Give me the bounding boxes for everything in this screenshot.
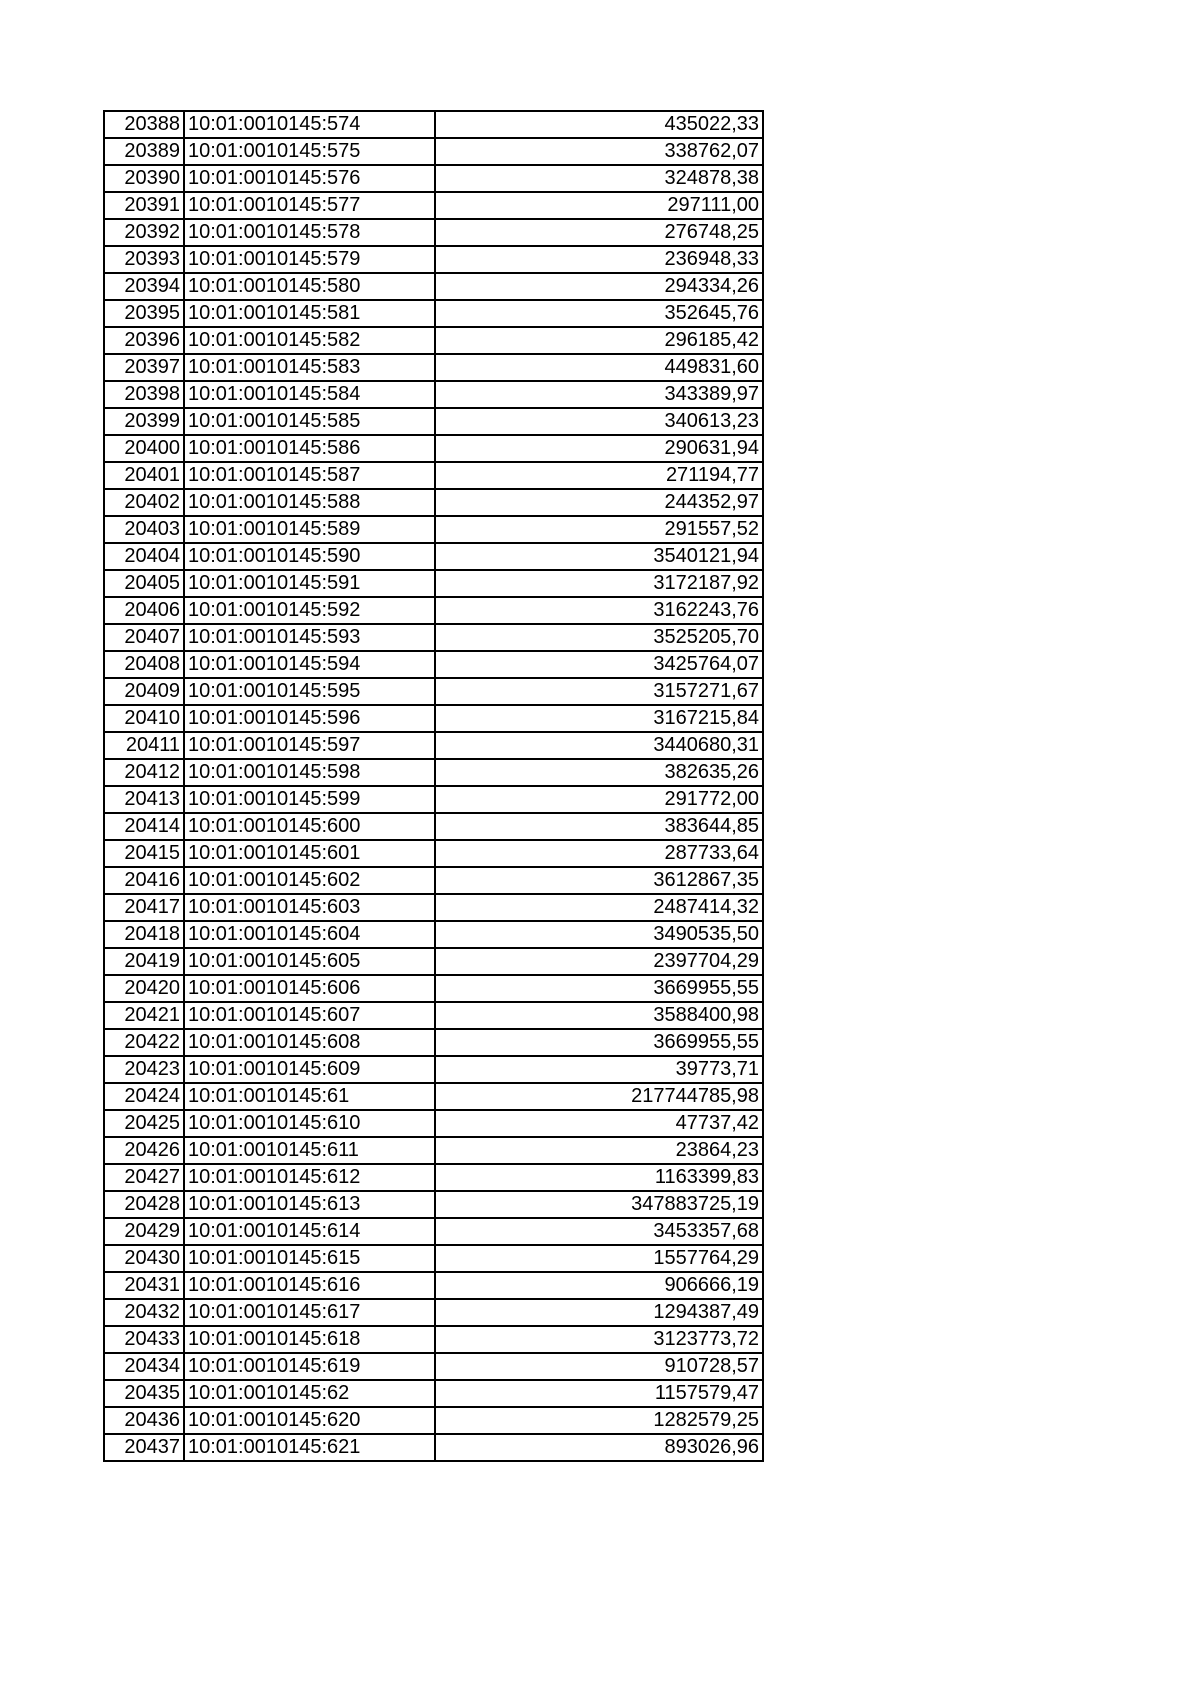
cadastral-number-cell: 10:01:0010145:610 [184, 1110, 435, 1137]
value-cell: 2487414,32 [435, 894, 763, 921]
cadastral-number-cell: 10:01:0010145:613 [184, 1191, 435, 1218]
row-number-cell: 20401 [104, 462, 184, 489]
table-row [104, 948, 763, 975]
table-row [104, 1164, 763, 1191]
value-cell: 296185,42 [435, 327, 763, 354]
cadastral-number-cell: 10:01:0010145:600 [184, 813, 435, 840]
cadastral-number-cell: 10:01:0010145:574 [184, 111, 435, 138]
row-number-cell: 20413 [104, 786, 184, 813]
value-cell: 324878,38 [435, 165, 763, 192]
cadastral-number-cell: 10:01:0010145:580 [184, 273, 435, 300]
row-number-cell: 20430 [104, 1245, 184, 1272]
value-cell: 347883725,19 [435, 1191, 763, 1218]
table-row [104, 1245, 763, 1272]
table-row [104, 435, 763, 462]
table-row [104, 759, 763, 786]
cadastral-number-cell: 10:01:0010145:596 [184, 705, 435, 732]
table-row [104, 813, 763, 840]
cadastral-number-cell: 10:01:0010145:591 [184, 570, 435, 597]
table-row [104, 462, 763, 489]
row-number-cell: 20418 [104, 921, 184, 948]
cadastral-number-cell: 10:01:0010145:593 [184, 624, 435, 651]
value-cell: 3162243,76 [435, 597, 763, 624]
cadastral-number-cell: 10:01:0010145:582 [184, 327, 435, 354]
cadastral-number-cell: 10:01:0010145:608 [184, 1029, 435, 1056]
row-number-cell: 20388 [104, 111, 184, 138]
row-number-cell: 20395 [104, 300, 184, 327]
cadastral-number-cell: 10:01:0010145:606 [184, 975, 435, 1002]
cadastral-number-cell: 10:01:0010145:601 [184, 840, 435, 867]
row-number-cell: 20409 [104, 678, 184, 705]
cadastral-number-cell: 10:01:0010145:605 [184, 948, 435, 975]
cadastral-number-cell: 10:01:0010145:618 [184, 1326, 435, 1353]
value-cell: 236948,33 [435, 246, 763, 273]
value-cell: 3123773,72 [435, 1326, 763, 1353]
cadastral-number-cell: 10:01:0010145:594 [184, 651, 435, 678]
table-row [104, 111, 763, 138]
cadastral-number-cell: 10:01:0010145:576 [184, 165, 435, 192]
value-cell: 3425764,07 [435, 651, 763, 678]
row-number-cell: 20407 [104, 624, 184, 651]
cadastral-number-cell: 10:01:0010145:616 [184, 1272, 435, 1299]
cadastral-number-cell: 10:01:0010145:598 [184, 759, 435, 786]
value-cell: 290631,94 [435, 435, 763, 462]
table-row [104, 840, 763, 867]
value-cell: 244352,97 [435, 489, 763, 516]
value-cell: 906666,19 [435, 1272, 763, 1299]
row-number-cell: 20423 [104, 1056, 184, 1083]
row-number-cell: 20421 [104, 1002, 184, 1029]
row-number-cell: 20435 [104, 1380, 184, 1407]
row-number-cell: 20419 [104, 948, 184, 975]
value-cell: 338762,07 [435, 138, 763, 165]
row-number-cell: 20434 [104, 1353, 184, 1380]
value-cell: 3453357,68 [435, 1218, 763, 1245]
value-cell: 1163399,83 [435, 1164, 763, 1191]
cadastral-number-cell: 10:01:0010145:589 [184, 516, 435, 543]
value-cell: 3669955,55 [435, 1029, 763, 1056]
cadastral-number-cell: 10:01:0010145:588 [184, 489, 435, 516]
table-row [104, 1137, 763, 1164]
table-row [104, 273, 763, 300]
row-number-cell: 20437 [104, 1434, 184, 1461]
row-number-cell: 20400 [104, 435, 184, 462]
row-number-cell: 20411 [104, 732, 184, 759]
cadastral-number-cell: 10:01:0010145:597 [184, 732, 435, 759]
table-row [104, 1272, 763, 1299]
row-number-cell: 20432 [104, 1299, 184, 1326]
table-body [104, 111, 763, 1461]
row-number-cell: 20424 [104, 1083, 184, 1110]
value-cell: 294334,26 [435, 273, 763, 300]
cadastral-number-cell: 10:01:0010145:586 [184, 435, 435, 462]
table-row [104, 1110, 763, 1137]
row-number-cell: 20427 [104, 1164, 184, 1191]
row-number-cell: 20425 [104, 1110, 184, 1137]
table-row [104, 1191, 763, 1218]
cadastral-number-cell: 10:01:0010145:611 [184, 1137, 435, 1164]
row-number-cell: 20402 [104, 489, 184, 516]
row-number-cell: 20426 [104, 1137, 184, 1164]
value-cell: 39773,71 [435, 1056, 763, 1083]
row-number-cell: 20414 [104, 813, 184, 840]
cadastral-number-cell: 10:01:0010145:590 [184, 543, 435, 570]
row-number-cell: 20416 [104, 867, 184, 894]
value-cell: 3525205,70 [435, 624, 763, 651]
row-number-cell: 20436 [104, 1407, 184, 1434]
table-row [104, 975, 763, 1002]
value-cell: 287733,64 [435, 840, 763, 867]
row-number-cell: 20393 [104, 246, 184, 273]
value-cell: 1282579,25 [435, 1407, 763, 1434]
table-row [104, 138, 763, 165]
cadastral-number-cell: 10:01:0010145:609 [184, 1056, 435, 1083]
row-number-cell: 20408 [104, 651, 184, 678]
table-row [104, 921, 763, 948]
table-row [104, 678, 763, 705]
table-row [104, 624, 763, 651]
row-number-cell: 20398 [104, 381, 184, 408]
value-cell: 23864,23 [435, 1137, 763, 1164]
cadastral-number-cell: 10:01:0010145:61 [184, 1083, 435, 1110]
row-number-cell: 20433 [104, 1326, 184, 1353]
cadastral-number-cell: 10:01:0010145:575 [184, 138, 435, 165]
cadastral-number-cell: 10:01:0010145:577 [184, 192, 435, 219]
cadastral-number-cell: 10:01:0010145:612 [184, 1164, 435, 1191]
table-row [104, 165, 763, 192]
cadastral-number-cell: 10:01:0010145:62 [184, 1380, 435, 1407]
value-cell: 3157271,67 [435, 678, 763, 705]
table-row [104, 354, 763, 381]
value-cell: 3490535,50 [435, 921, 763, 948]
table-row [104, 1434, 763, 1461]
table-row [104, 894, 763, 921]
row-number-cell: 20405 [104, 570, 184, 597]
cadastral-number-cell: 10:01:0010145:620 [184, 1407, 435, 1434]
value-cell: 271194,77 [435, 462, 763, 489]
cadastral-number-cell: 10:01:0010145:603 [184, 894, 435, 921]
value-cell: 352645,76 [435, 300, 763, 327]
table-row [104, 219, 763, 246]
row-number-cell: 20422 [104, 1029, 184, 1056]
cadastral-number-cell: 10:01:0010145:581 [184, 300, 435, 327]
table-row [104, 570, 763, 597]
row-number-cell: 20429 [104, 1218, 184, 1245]
table-row [104, 192, 763, 219]
table-row [104, 543, 763, 570]
row-number-cell: 20403 [104, 516, 184, 543]
cadastral-number-cell: 10:01:0010145:602 [184, 867, 435, 894]
table-row [104, 489, 763, 516]
row-number-cell: 20394 [104, 273, 184, 300]
data-table [103, 110, 764, 1462]
value-cell: 449831,60 [435, 354, 763, 381]
value-cell: 3167215,84 [435, 705, 763, 732]
cadastral-number-cell: 10:01:0010145:615 [184, 1245, 435, 1272]
cadastral-number-cell: 10:01:0010145:619 [184, 1353, 435, 1380]
value-cell: 343389,97 [435, 381, 763, 408]
cadastral-number-cell: 10:01:0010145:599 [184, 786, 435, 813]
cadastral-number-cell: 10:01:0010145:579 [184, 246, 435, 273]
row-number-cell: 20391 [104, 192, 184, 219]
cadastral-number-cell: 10:01:0010145:607 [184, 1002, 435, 1029]
value-cell: 297111,00 [435, 192, 763, 219]
row-number-cell: 20410 [104, 705, 184, 732]
value-cell: 217744785,98 [435, 1083, 763, 1110]
value-cell: 2397704,29 [435, 948, 763, 975]
cadastral-number-cell: 10:01:0010145:592 [184, 597, 435, 624]
cadastral-number-cell: 10:01:0010145:585 [184, 408, 435, 435]
table-row [104, 516, 763, 543]
value-cell: 291557,52 [435, 516, 763, 543]
table-row [104, 300, 763, 327]
cadastral-number-cell: 10:01:0010145:621 [184, 1434, 435, 1461]
table-row [104, 381, 763, 408]
table-row [104, 597, 763, 624]
value-cell: 3669955,55 [435, 975, 763, 1002]
value-cell: 3540121,94 [435, 543, 763, 570]
value-cell: 3172187,92 [435, 570, 763, 597]
row-number-cell: 20428 [104, 1191, 184, 1218]
value-cell: 383644,85 [435, 813, 763, 840]
value-cell: 893026,96 [435, 1434, 763, 1461]
value-cell: 1157579,47 [435, 1380, 763, 1407]
value-cell: 3588400,98 [435, 1002, 763, 1029]
value-cell: 3612867,35 [435, 867, 763, 894]
value-cell: 47737,42 [435, 1110, 763, 1137]
row-number-cell: 20406 [104, 597, 184, 624]
value-cell: 340613,23 [435, 408, 763, 435]
row-number-cell: 20417 [104, 894, 184, 921]
table-row [104, 1083, 763, 1110]
table-row [104, 651, 763, 678]
cadastral-number-cell: 10:01:0010145:578 [184, 219, 435, 246]
cadastral-number-cell: 10:01:0010145:604 [184, 921, 435, 948]
table-row [104, 786, 763, 813]
table-row [104, 1353, 763, 1380]
table-row [104, 408, 763, 435]
table-row [104, 1326, 763, 1353]
cadastral-number-cell: 10:01:0010145:587 [184, 462, 435, 489]
value-cell: 382635,26 [435, 759, 763, 786]
cadastral-number-cell: 10:01:0010145:595 [184, 678, 435, 705]
value-cell: 435022,33 [435, 111, 763, 138]
row-number-cell: 20412 [104, 759, 184, 786]
value-cell: 276748,25 [435, 219, 763, 246]
row-number-cell: 20431 [104, 1272, 184, 1299]
table-row [104, 327, 763, 354]
table-row [104, 867, 763, 894]
value-cell: 3440680,31 [435, 732, 763, 759]
table-row [104, 732, 763, 759]
value-cell: 910728,57 [435, 1353, 763, 1380]
row-number-cell: 20415 [104, 840, 184, 867]
table-row [104, 1002, 763, 1029]
table-row [104, 1380, 763, 1407]
cadastral-number-cell: 10:01:0010145:583 [184, 354, 435, 381]
row-number-cell: 20389 [104, 138, 184, 165]
value-cell: 1294387,49 [435, 1299, 763, 1326]
row-number-cell: 20420 [104, 975, 184, 1002]
table-row [104, 1299, 763, 1326]
table-row [104, 1029, 763, 1056]
table-row [104, 1056, 763, 1083]
row-number-cell: 20399 [104, 408, 184, 435]
table-row [104, 705, 763, 732]
cadastral-number-cell: 10:01:0010145:614 [184, 1218, 435, 1245]
row-number-cell: 20392 [104, 219, 184, 246]
value-cell: 291772,00 [435, 786, 763, 813]
row-number-cell: 20404 [104, 543, 184, 570]
row-number-cell: 20390 [104, 165, 184, 192]
table-row [104, 1407, 763, 1434]
table-row [104, 1218, 763, 1245]
cadastral-number-cell: 10:01:0010145:584 [184, 381, 435, 408]
row-number-cell: 20396 [104, 327, 184, 354]
row-number-cell: 20397 [104, 354, 184, 381]
value-cell: 1557764,29 [435, 1245, 763, 1272]
table-row [104, 246, 763, 273]
cadastral-number-cell: 10:01:0010145:617 [184, 1299, 435, 1326]
